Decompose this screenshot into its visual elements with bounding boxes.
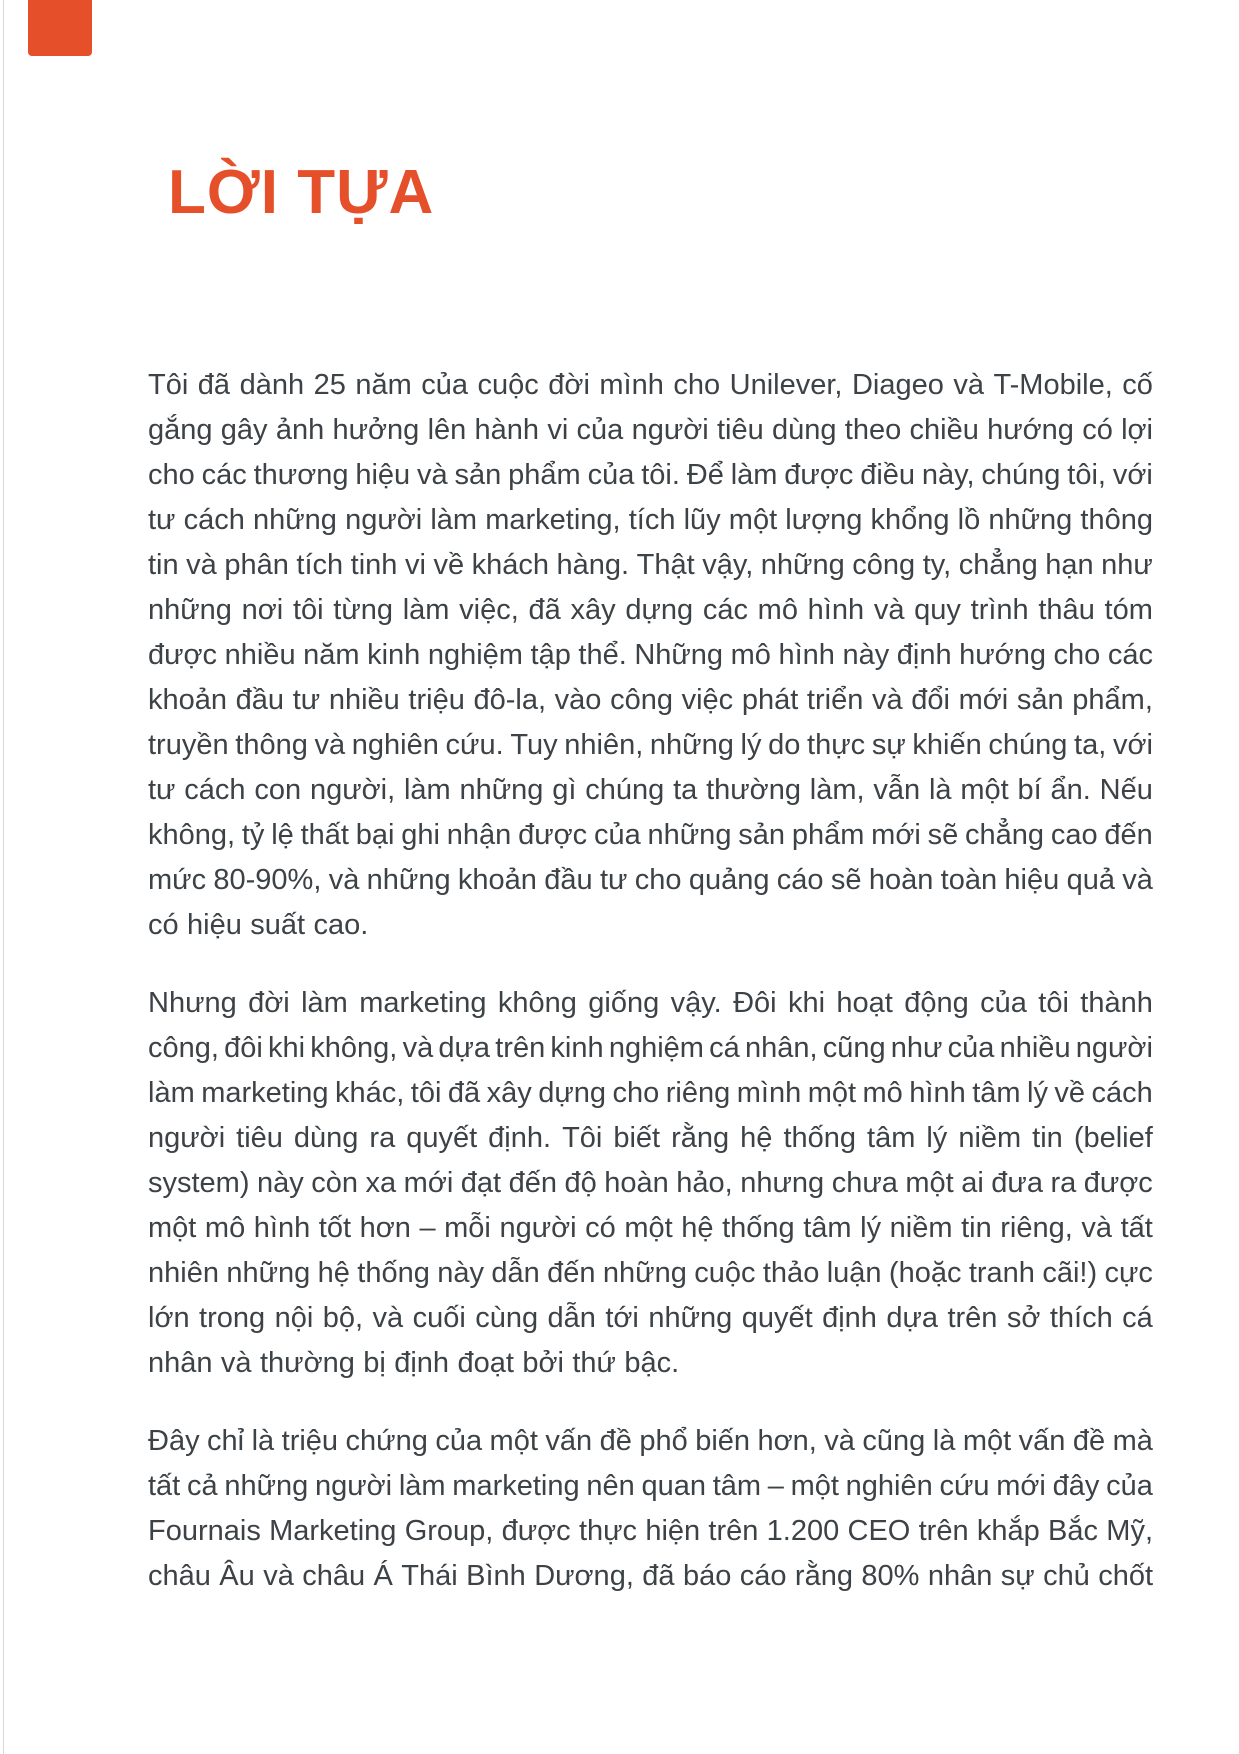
body-text <box>148 363 1153 1632</box>
paragraph <box>148 1419 1153 1599</box>
text-line: cho các thương hiệu và sản phẩm của tôi. Để làm được điều này, chúng tôi, với <box>148 459 1153 491</box>
text-line: mức 80-90%, và những khoản đầu tư cho quảng cáo sẽ hoàn toàn hiệu quả và <box>148 864 1153 896</box>
text-line: tin và phân tích tinh vi về khách hàng. Thật vậy, những công ty, chẳng hạn như <box>148 549 1153 581</box>
text-line: có hiệu suất cao. <box>148 909 369 941</box>
text-line: tư cách con người, làm những gì chúng ta thường làm, vẫn là một bí ẩn. Nếu <box>148 774 1153 806</box>
scan-edge-line <box>3 0 4 1754</box>
text-line: không, tỷ lệ thất bại ghi nhận được của những sản phẩm mới sẽ chẳng cao đến <box>148 819 1153 851</box>
text-line: được nhiều năm kinh nghiệm tập thể. Những mô hình này định hướng cho các <box>148 639 1153 671</box>
text-line: truyền thông và nghiên cứu. Tuy nhiên, những lý do thực sự khiến chúng ta, với <box>148 729 1153 761</box>
text-line: khoản đầu tư nhiều triệu đô-la, vào công việc phát triển và đổi mới sản phẩm, <box>148 684 1153 716</box>
text-line: làm marketing khác, tôi đã xây dựng cho riêng mình một mô hình tâm lý về cách <box>148 1077 1153 1109</box>
text-line: Nhưng đời làm marketing không giống vậy. Đôi khi hoạt động của tôi thành <box>148 987 1153 1019</box>
text-line: nhiên những hệ thống này dẫn đến những cuộc thảo luận (hoặc tranh cãi!) cực <box>148 1257 1153 1289</box>
paragraph <box>148 981 1153 1386</box>
text-line: châu Âu và châu Á Thái Bình Dương, đã báo cáo rằng 80% nhân sự chủ chốt <box>148 1560 1154 1592</box>
text-line: Fournais Marketing Group, được thực hiện trên 1.200 CEO trên khắp Bắc Mỹ, <box>148 1515 1153 1547</box>
text-line: gắng gây ảnh hưởng lên hành vi của người tiêu dùng theo chiều hướng có lợi <box>148 414 1153 446</box>
text-line: tất cả những người làm marketing nên quan tâm – một nghiên cứu mới đây của <box>148 1470 1153 1502</box>
text-line: những nơi tôi từng làm việc, đã xây dựng các mô hình và quy trình thâu tóm <box>148 594 1153 626</box>
text-line: nhân và thường bị định đoạt bởi thứ bậc. <box>148 1347 680 1379</box>
page-title: LỜI TỰA <box>168 157 435 227</box>
paragraph <box>148 363 1153 948</box>
text-line: công, đôi khi không, và dựa trên kinh nghiệm cá nhân, cũng như của nhiều người <box>148 1032 1153 1064</box>
text-line: system) này còn xa mới đạt đến độ hoàn hảo, nhưng chưa một ai đưa ra được <box>148 1167 1153 1199</box>
text-line: Tôi đã dành 25 năm của cuộc đời mình cho Unilever, Diageo và T-Mobile, cố <box>148 369 1153 401</box>
corner-accent-tab <box>28 0 92 56</box>
text-line: lớn trong nội bộ, và cuối cùng dẫn tới những quyết định dựa trên sở thích cá <box>148 1302 1153 1334</box>
text-line: một mô hình tốt hơn – mỗi người có một hệ thống tâm lý niềm tin riêng, và tất <box>148 1212 1153 1244</box>
text-line: người tiêu dùng ra quyết định. Tôi biết rằng hệ thống tâm lý niềm tin (belief <box>148 1122 1153 1154</box>
text-line: Đây chỉ là triệu chứng của một vấn đề phổ biến hơn, và cũng là một vấn đề mà <box>148 1425 1153 1457</box>
text-line: tư cách những người làm marketing, tích lũy một lượng khổng lồ những thông <box>148 504 1153 536</box>
